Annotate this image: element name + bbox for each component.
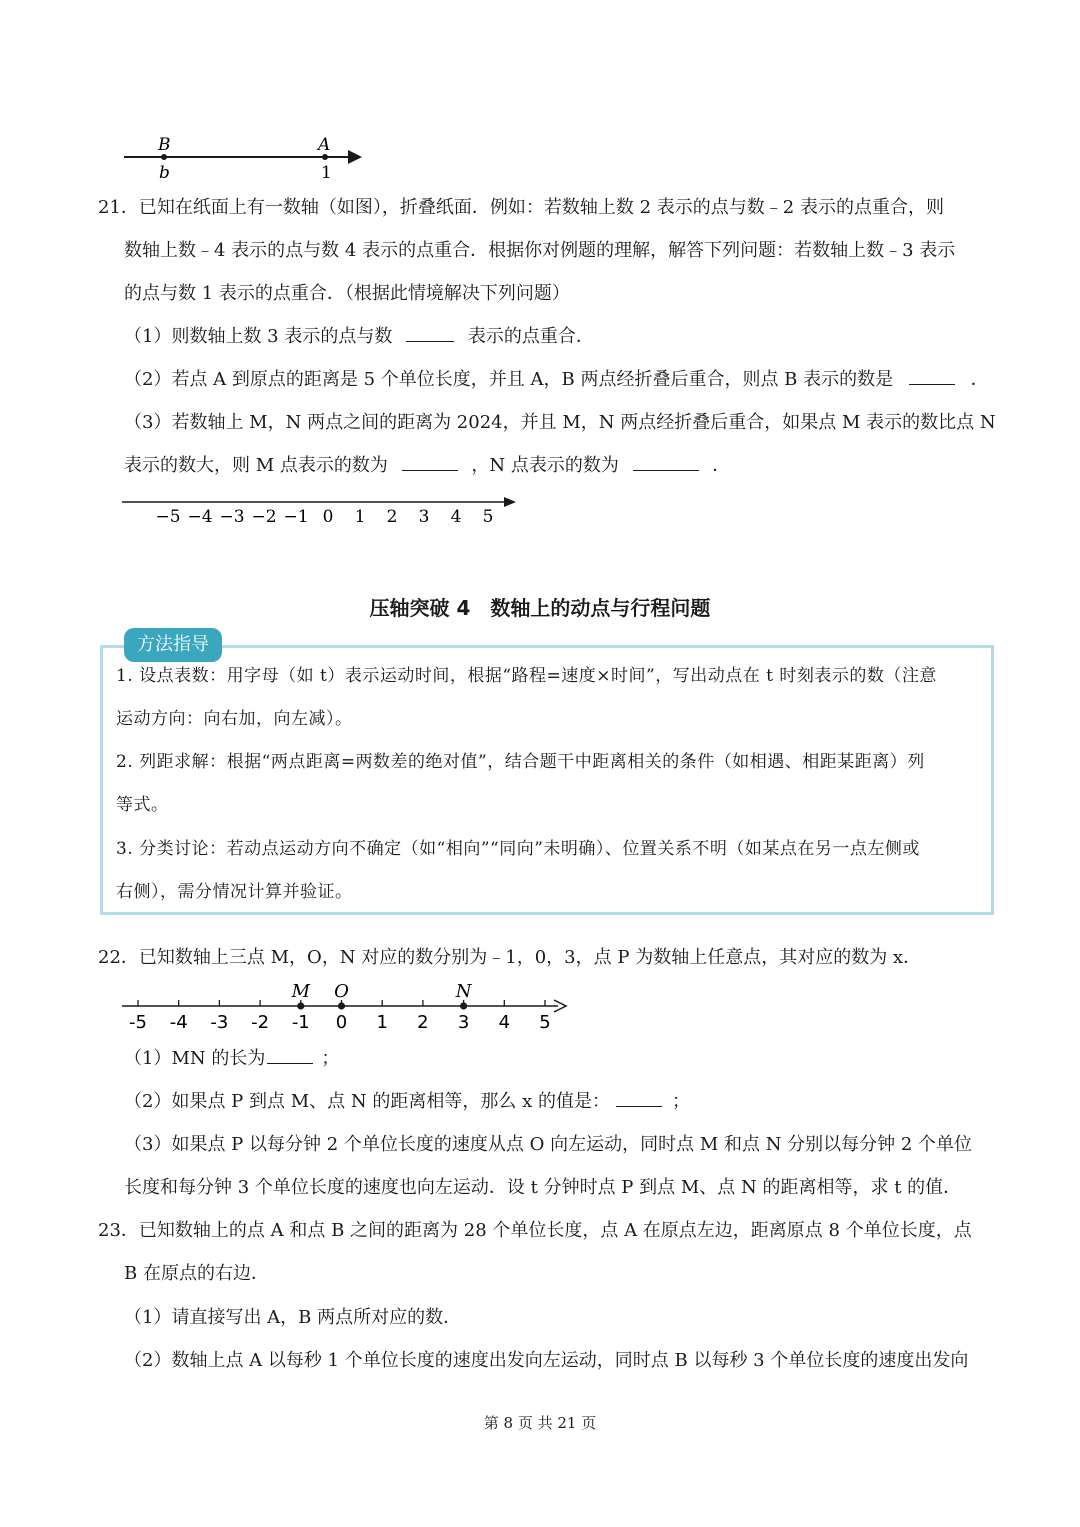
axis-tick-label: 1 <box>376 1012 388 1033</box>
axis-tick-label: 4 <box>498 1012 511 1033</box>
axis-tick-label: 5 <box>539 1012 551 1033</box>
q23-stem-line-2: B 在原点的右边． <box>124 1263 269 1284</box>
method-line-3: 2. 列距求解：根据“两点距离=两数差的绝对值”，结合题干中距离相关的条件（如相遇、相距某距离）列 <box>116 752 925 772</box>
q22-part-2 <box>124 1090 690 1114</box>
q22-part-1-text-b: ； <box>321 1048 340 1069</box>
axis-tick-label: −3 <box>219 507 245 527</box>
method-line-6: 右侧），需分情况计算并验证。 <box>116 882 353 902</box>
point-m-dot <box>297 1002 304 1009</box>
axis-tick-label: 1 <box>354 507 366 527</box>
axis-tick-label: 2 <box>417 1012 429 1033</box>
section-title: 压轴突破 4 数轴上的动点与行程问题 <box>369 596 711 620</box>
q21-part-1-text-b: 表示的点重合． <box>467 326 594 347</box>
q21-part-3-text-d: ． <box>712 455 731 476</box>
axis-tick-label: -5 <box>129 1012 147 1033</box>
axis-tick-label: −4 <box>187 507 213 527</box>
point-a-value: 1 <box>321 163 332 182</box>
axis-tick-label: -4 <box>169 1012 188 1033</box>
axis-tick-label: −5 <box>155 507 181 527</box>
method-line-1: 1. 设点表数：用字母（如 t）表示运动时间，根据“路程=速度×时间”，写出动点在 t 时刻表示的数（注意 <box>116 666 937 686</box>
q21-part-1 <box>124 325 594 349</box>
q21-part-3-text-c: ，N 点表示的数为 <box>471 455 619 476</box>
q22-part-2-text-b: ； <box>671 1091 690 1112</box>
method-line-4: 等式。 <box>116 795 169 815</box>
page-number: 第 8 页 共 21 页 <box>483 1414 597 1432</box>
q21-part-2 <box>124 368 989 392</box>
method-guide-tab: 方法指导 <box>124 628 222 662</box>
axis-tick-label: 3 <box>457 1012 470 1033</box>
point-o-dot <box>338 1002 345 1009</box>
point-o-label: O <box>334 981 349 1002</box>
q22-part-2-text-a: （2）如果点 P 到点 M、点 N 的距离相等，那么 x 的值是： <box>124 1091 610 1112</box>
point-a-label: A <box>318 135 331 155</box>
axis-tick-label: 4 <box>450 507 462 527</box>
q21-part-3-line-1: （3）若数轴上 M，N 两点之间的距离为 2024，并且 M，N 两点经折叠后重合，如果点 M 表示的数比点 N <box>124 412 996 433</box>
point-n-dot <box>460 1002 467 1009</box>
point-b-value: b <box>159 163 170 182</box>
q21-part-3-text-b: 表示的数大，则 M 点表示的数为 <box>124 455 388 476</box>
q22-part-3-line-2: 长度和每分钟 3 个单位长度的速度也向左运动．设 t 分钟时点 P 到点 M、点 N 的距离相等，求 t 的值． <box>124 1177 962 1198</box>
q22-part-1 <box>124 1047 339 1071</box>
axis-tick-label: -3 <box>210 1012 229 1033</box>
answer-blank[interactable] <box>406 325 454 342</box>
axis-tick-label: 2 <box>386 507 398 527</box>
q21-part-2-text-b: ． <box>970 369 989 390</box>
point-m-label: M <box>291 981 311 1002</box>
method-line-5: 3. 分类讨论：若动点运动方向不确定（如“相向”“同向”未明确）、位置关系不明（如某点在另一点左侧或 <box>116 839 920 859</box>
answer-blank[interactable] <box>267 1047 313 1064</box>
point-n-label: N <box>455 981 472 1002</box>
axis-tick-label: 3 <box>418 507 430 527</box>
method-line-2: 运动方向：向右加，向左减）。 <box>116 709 353 729</box>
answer-blank[interactable] <box>633 454 699 471</box>
q21-part-3-line-2 <box>124 454 730 478</box>
q21-stem-line-3: 的点与数 1 表示的点重合．（根据此情境解决下列问题） <box>124 283 570 304</box>
number-line-ab-figure <box>118 130 378 182</box>
q23-part-1: （1）请直接写出 A，B 两点所对应的数． <box>124 1307 462 1328</box>
q22-part-3-line-1: （3）如果点 P 以每分钟 2 个单位长度的速度从点 O 向左运动，同时点 M 和点 N 分别以每分钟 2 个单位 <box>124 1134 973 1155</box>
answer-blank[interactable] <box>402 454 458 471</box>
axis-tick-label: −2 <box>251 507 277 527</box>
q21-stem-line-1: 21．已知在纸面上有一数轴（如图），折叠纸面．例如：若数轴上数 2 表示的点与数﹣2 表示的点重合，则 <box>98 197 944 218</box>
q22-number-line <box>118 980 578 1036</box>
q23-stem-line-1: 23．已知数轴上的点 A 和点 B 之间的距离为 28 个单位长度，点 A 在原点左边，距离原点 8 个单位长度，点 <box>98 1220 972 1241</box>
axis-tick-label: 0 <box>335 1012 348 1033</box>
q22-stem: 22．已知数轴上三点 M，O，N 对应的数分别为﹣1，0，3，点 P 为数轴上任意点，其对应的数为 x． <box>98 947 922 968</box>
q21-part-1-text-a: （1）则数轴上数 3 表示的点与数 <box>124 326 393 347</box>
axis-tick-label: 0 <box>322 507 334 527</box>
answer-blank[interactable] <box>616 1090 662 1107</box>
axis-tick-label: -1 <box>291 1012 310 1033</box>
q21-part-2-text-a: （2）若点 A 到原点的距离是 5 个单位长度，并且 A，B 两点经折叠后重合，则点 B 表示的数是 <box>124 369 894 390</box>
point-b-label: B <box>158 135 171 155</box>
axis-tick-label: −1 <box>283 507 309 527</box>
answer-blank[interactable] <box>909 368 955 385</box>
axis-tick-label: -2 <box>251 1012 270 1033</box>
q21-number-line <box>118 492 528 532</box>
axis-tick-label: 5 <box>482 507 494 527</box>
q23-part-2: （2）数轴上点 A 以每秒 1 个单位长度的速度出发向左运动，同时点 B 以每秒 3 个单位长度的速度出发向 <box>124 1350 969 1371</box>
q21-stem-line-2: 数轴上数﹣4 表示的点与数 4 表示的点重合．根据你对例题的理解，解答下列问题：若数轴上数﹣3 表示 <box>124 240 956 261</box>
q22-part-1-text-a: （1）MN 的长为 <box>124 1048 266 1069</box>
